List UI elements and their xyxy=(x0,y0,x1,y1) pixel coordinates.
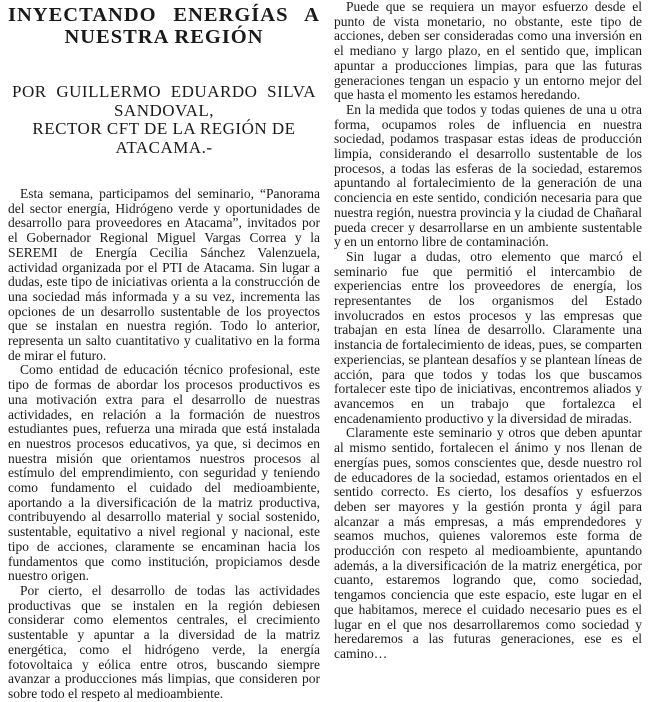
right-column xyxy=(334,0,642,662)
paragraph: Como entidad de educación técnico profesional, este tipo de formas de abordar los procesos productivos es una motivación extra para el desarrollo de nuestras actividades, en relación a la formación de nuestros estudiantes pues, refuerza una mirada que está instalada en nuestros procesos educativos, ya que, si decimos en nuestra misión que orientamos nuestros procesos al estímulo del emprendimiento, con seguridad y teniendo como fundamento el cuidado del medioambiente, aportando a la diversificación de la matriz productiva, contribuyendo al desarrollo material y social sostenido, sustentable, equitativo a nivel regional y nacional, este tipo de acciones, claramente se encaminan hacia los fundamentos que como institución, propiciamos desde nuestro origen. xyxy=(8,362,320,584)
right-body-text xyxy=(334,0,642,662)
headline-line-2: NUESTRA REGIÓN xyxy=(64,26,264,48)
paragraph: Por cierto, el desarrollo de todas las actividades productivas que se instalen en la región debiesen considerar como elementos centrales, el crecimiento sustentable y apuntar a la diversidad de la matriz energética, como el hidrógeno verde, la energía fotovoltaica y eólica entre otros, buscando siempre avanzar a producciones más limpias, que consideren por sobre todo el respeto al medioambiente. xyxy=(8,582,320,701)
byline-line-2: SANDOVAL, xyxy=(113,100,215,120)
paragraph: En la medida que todos y todas quienes de una u otra forma, ocupamos roles de influencia en nuestra sociedad, podamos traspasar estas ideas de producción limpia, considerando el desarrollo sustentable de los procesos, a todas las esferas de la sociedad, estaremos apuntando al fortalecimiento de la generación de una conciencia en este sentido, condición necesaria para que nuestra región, nuestra provincia y la ciudad de Chañaral pueda crecer y desarrollarse en un ambiente sustentable y en un entorno libre de contaminación. xyxy=(334,101,642,250)
paragraph: Claramente este seminario y otros que deben apuntar al mismo sentido, fortalecen el ánimo y nos llenan de energías pues, somos conscientes que, desde nuestro rol de educadores de la sociedad, estamos orientados en el sentido correcto. Es cierto, los desafíos y esfuerzos deben ser mayores y la gestión pronta y ágil para alcanzar a más empresas, a más emprendedores y seamos muchos, quienes valoremos este forma de producción con respeto al medioambiente, apuntando además, a la diversificación de la matriz energética, por cuanto, estaremos logrando que, como sociedad, tengamos conciencia que este espacio, este lugar en el que habitamos, merece el cuidado necesario pues es el lugar en el que nos desarrollaremos como sociedad y heredaremos a las futuras generaciones, ese es el camino… xyxy=(334,425,642,661)
article-headline xyxy=(8,4,320,48)
headline-line-1: INYECTANDO ENERGÍAS A xyxy=(8,4,320,26)
byline-line-3: RECTOR CFT DE LA REGIÓN DE xyxy=(32,119,296,138)
byline-line-1: POR GUILLERMO EDUARDO SILVA xyxy=(12,82,316,101)
left-body-text xyxy=(8,187,320,702)
article-byline xyxy=(12,83,316,157)
paragraph: Puede que se requiera un mayor esfuerzo desde el punto de vista monetario, no obstante, este tipo de acciones, deben ser consideradas como una inversión en el mediano y largo plazo, en el sentido que, implican apuntar a producciones limpias, para que las futuras generaciones tengan un espacio y un entorno mejor del que hasta el momento les estamos heredando. xyxy=(334,0,642,103)
left-column xyxy=(8,0,320,702)
byline-line-4: ATACAMA.- xyxy=(115,137,213,157)
paragraph: Esta semana, participamos del seminario, “Panorama del sector energía, Hidrógeno verde y oportunidades de desarrollo para proveedores en Atacama”, invitados por el Gobernador Regional Miguel Vargas Correa y la SEREMI de Energía Cecilia Sánchez Valenzuela, actividad organizada por el PTI de Atacama. Sin lugar a dudas, este tipo de iniciativas orienta a la construcción de una sociedad más informada y a su vez, incrementa las opciones de un desarrollo sustentable de los proyectos que se instalan en nuestra región. Todo lo anterior, representa un salto cuantitativo y cualitativo en la forma de mirar el futuro. xyxy=(8,186,320,363)
paragraph: Sin lugar a dudas, otro elemento que marcó el seminario fue que permitió el intercambio de experiencias entre los proveedores de energía, los representantes de los organismos del Estado involucrados en estos procesos y las empresas que trabajan en esta línea de desarrollo. Claramente una instancia de fortalecimiento de ideas, pues, se comparten experiencias, se plantean desafíos y se plantean líneas de acción, para que todos y todas los que buscamos fortalecer este tipo de iniciativas, encontremos aliados y avancemos en un trabajo que fortalezca el encadenamiento productivo y la diversidad de miradas. xyxy=(334,248,642,426)
